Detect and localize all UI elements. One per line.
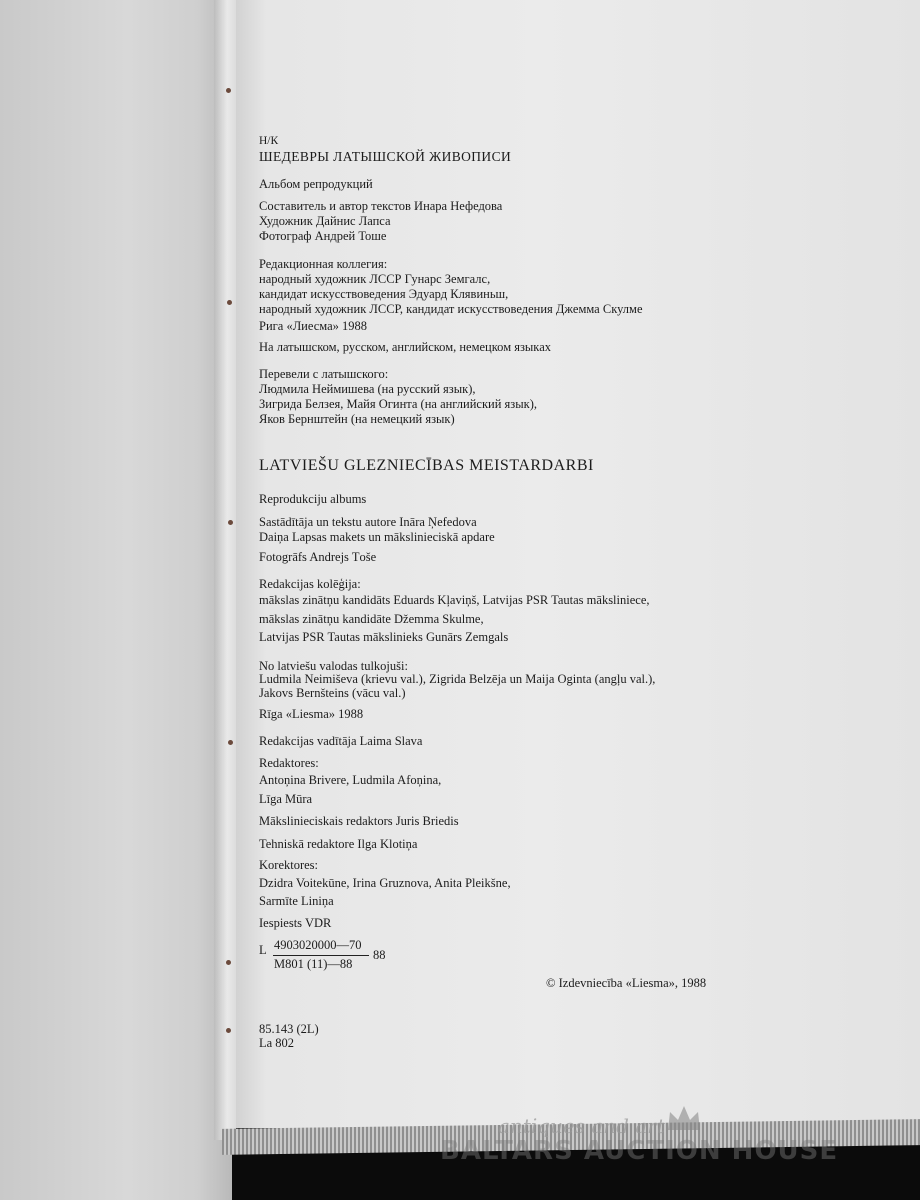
book-gutter	[214, 0, 236, 1140]
binding-stitch	[228, 740, 233, 745]
lv-proofreader: Dzidra Voitekūne, Irina Gruznova, Anita Pleikšne,	[259, 876, 511, 890]
lv-art-editor: Mākslinieciskais redaktors Juris Briedis	[259, 814, 459, 828]
binding-stitch	[227, 300, 232, 305]
ru-title: ШЕДЕВРЫ ЛАТЫШСКОЙ ЖИВОПИСИ	[259, 149, 512, 164]
ru-translator: Зигрида Белзея, Майя Огинта (на английский язык),	[259, 397, 537, 411]
ru-translator: Людмила Неймишева (на русский язык),	[259, 382, 476, 396]
crown-watermark-icon	[664, 1102, 704, 1134]
catalog-number: 85.143 (2L)	[259, 1022, 319, 1036]
lv-translator: Jakovs Bernšteins (vācu val.)	[259, 686, 406, 700]
copyright-line: © Izdevniecība «Liesma», 1988	[546, 976, 707, 990]
lv-design: Daiņa Lapsas makets un mākslinieciskā apdare	[259, 530, 495, 544]
ru-photographer: Фотограф Андрей Тоше	[259, 229, 387, 243]
lv-printed: Iespiests VDR	[259, 916, 332, 930]
binding-stitch	[226, 88, 231, 93]
lv-compiler: Sastādītāja un tekstu autore Ināra Ņefedova	[259, 515, 477, 529]
lv-translator: Ludmila Neimiševa (krievu val.), Zigrida Belzēja un Maija Oginta (angļu val.),	[259, 672, 656, 686]
lv-photographer: Fotogrāfs Andrejs Tоše	[259, 550, 377, 564]
ru-board-member: кандидат искусствоведения Эдуард Клявиньш,	[259, 287, 509, 301]
watermark-tagline: antiques and art	[498, 1114, 665, 1138]
catalog-code: La 802	[259, 1036, 295, 1050]
ru-subtitle: Альбом репродукций	[259, 177, 373, 191]
ru-board-member: народный художник ЛССР Гунарс Земгалс,	[259, 272, 491, 286]
lv-editor: Līga Mūra	[259, 792, 313, 806]
ru-publisher: Рига «Лиесма» 1988	[259, 319, 368, 333]
lv-tech-editor: Tehniskā redaktore Ilga Klotiņa	[259, 837, 418, 851]
binding-stitch	[228, 520, 233, 525]
lv-publisher: Rīga «Liesma» 1988	[259, 707, 364, 721]
lv-board-member: Latvijas PSR Tautas mākslinieks Gunārs Zemgals	[259, 630, 509, 644]
code-prefix: L	[259, 943, 267, 957]
ru-translated-label: Перевели с латышского:	[259, 367, 389, 381]
code-denominator: M801 (11)—88	[274, 957, 353, 971]
lv-head-editor: Redakcijas vadītāja Laima Slava	[259, 734, 423, 748]
left-page	[0, 0, 232, 1200]
ru-board-label: Редакционная коллегия:	[259, 257, 388, 271]
fraction-line	[273, 955, 369, 956]
lv-translated-label: No latviešu valodas tulkojuši:	[259, 659, 408, 673]
lv-editors-label: Redaktores:	[259, 756, 319, 770]
ru-translator: Яков Бернштейн (на немецкий язык)	[259, 412, 455, 426]
binding-stitch	[226, 960, 231, 965]
lv-subtitle: Reprodukciju albums	[259, 492, 367, 506]
ru-compiler: Составитель и автор текстов Инара Нефедова	[259, 199, 503, 213]
binding-stitch	[226, 1028, 231, 1033]
ru-artist: Художник Дайнис Лапса	[259, 214, 391, 228]
lv-board-member: mākslas zinātņu kandidāte Džemma Skulme,	[259, 612, 484, 626]
lv-proofreader: Sarmīte Liniņa	[259, 894, 334, 908]
code-suffix: 88	[373, 948, 386, 962]
lv-editor: Antoņina Brivere, Ludmila Afoņina,	[259, 773, 442, 787]
code-numerator: 4903020000—70	[274, 938, 362, 952]
ru-languages: На латышском, русском, английском, немецком языках	[259, 340, 551, 354]
ru-board-member: народный художник ЛССР, кандидат искусствоведения Джемма Скулме	[259, 302, 643, 316]
lv-board-member: mākslas zinātņu kandidāts Eduards Kļaviņš, Latvijas PSR Tautas māksliniece,	[259, 593, 650, 607]
lv-title: LATVIEŠU GLEZNIECĪBAS MEISTARDARBI	[259, 457, 594, 474]
ru-code: Н/К	[259, 135, 279, 147]
watermark-brand: BALTARS AUCTION HOUSE	[440, 1136, 839, 1166]
lv-board-label: Redakcijas kolēģija:	[259, 577, 361, 591]
lv-proof-label: Korektores:	[259, 858, 319, 872]
